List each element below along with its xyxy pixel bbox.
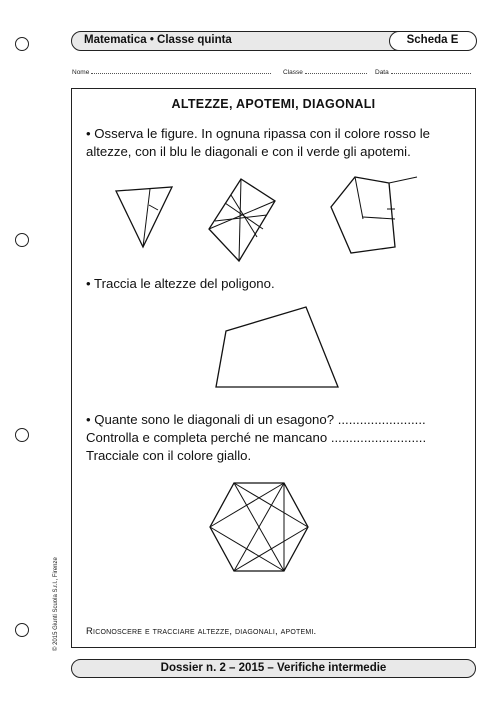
- binder-hole-lower-middle: [15, 428, 29, 442]
- hexagon-diagonal-6: [210, 527, 284, 571]
- exercise-1-line-2: altezze, con il blu le diagonali e con il verde gli apotemi.: [86, 144, 411, 159]
- hexagon-diagonal-5: [234, 527, 308, 571]
- exercise-2-line-1: • Traccia le altezze del poligono.: [86, 276, 275, 291]
- hexagon-figure[interactable]: [204, 477, 314, 577]
- pentagon-extension-line: [389, 177, 417, 183]
- exercise-1-line-1: • Osserva le figure. In ognuna ripassa con il colore rosso le: [86, 126, 431, 141]
- binder-hole-upper-middle: [15, 233, 29, 247]
- pentagon-apothem-1: [363, 217, 395, 219]
- worksheet-title: ALTEZZE, APOTEMI, DIAGONALI: [171, 97, 376, 111]
- rhombus-diagonal-1: [239, 179, 241, 261]
- exercise-3-line-2: Controlla e completa perché ne mancano ..........................: [86, 430, 427, 445]
- binder-hole-top: [15, 37, 29, 51]
- pentagon-outline: [331, 177, 395, 253]
- copyright-text: © 2015 Giunti Scuola S.r.l., Firenze: [53, 557, 59, 651]
- triangle-figure[interactable]: [112, 185, 192, 255]
- header-title: Matematica • Classe quinta: [84, 34, 232, 46]
- quadrilateral-outline: [216, 307, 338, 387]
- data-label: Data: [375, 69, 389, 76]
- header-bar: [71, 31, 476, 51]
- exercise-3-line-1: • Quante sono le diagonali di un esagono? ........................: [86, 412, 426, 427]
- data-dotted-line: [391, 67, 471, 74]
- pentagon-diagonal: [355, 177, 363, 219]
- quadrilateral-figure[interactable]: [212, 303, 342, 393]
- rhombus-outline: [209, 179, 275, 261]
- worksheet-box: [71, 88, 476, 648]
- data-field[interactable]: [375, 67, 471, 76]
- learning-objective: Riconoscere e tracciare altezze, diagonali, apotemi.: [86, 626, 317, 637]
- classe-label: Classe: [283, 69, 303, 76]
- exercise-3-line-3: Tracciale con il colore giallo.: [86, 448, 252, 463]
- footer-bar: Dossier n. 2 – 2015 – Verifiche intermedie: [71, 659, 476, 678]
- nome-dotted-line: [91, 67, 271, 74]
- classe-dotted-line: [305, 67, 367, 74]
- rhombus-figure[interactable]: [205, 177, 285, 265]
- triangle-apothem-line: [149, 205, 158, 210]
- classe-field[interactable]: [283, 67, 367, 76]
- binder-hole-bottom: [15, 623, 29, 637]
- nome-label: Nome: [72, 69, 90, 76]
- hexagon-diagonal-3: [210, 483, 284, 527]
- nome-field[interactable]: [72, 67, 271, 76]
- scheda-label: Scheda E: [389, 31, 477, 51]
- pentagon-figure[interactable]: [327, 169, 437, 259]
